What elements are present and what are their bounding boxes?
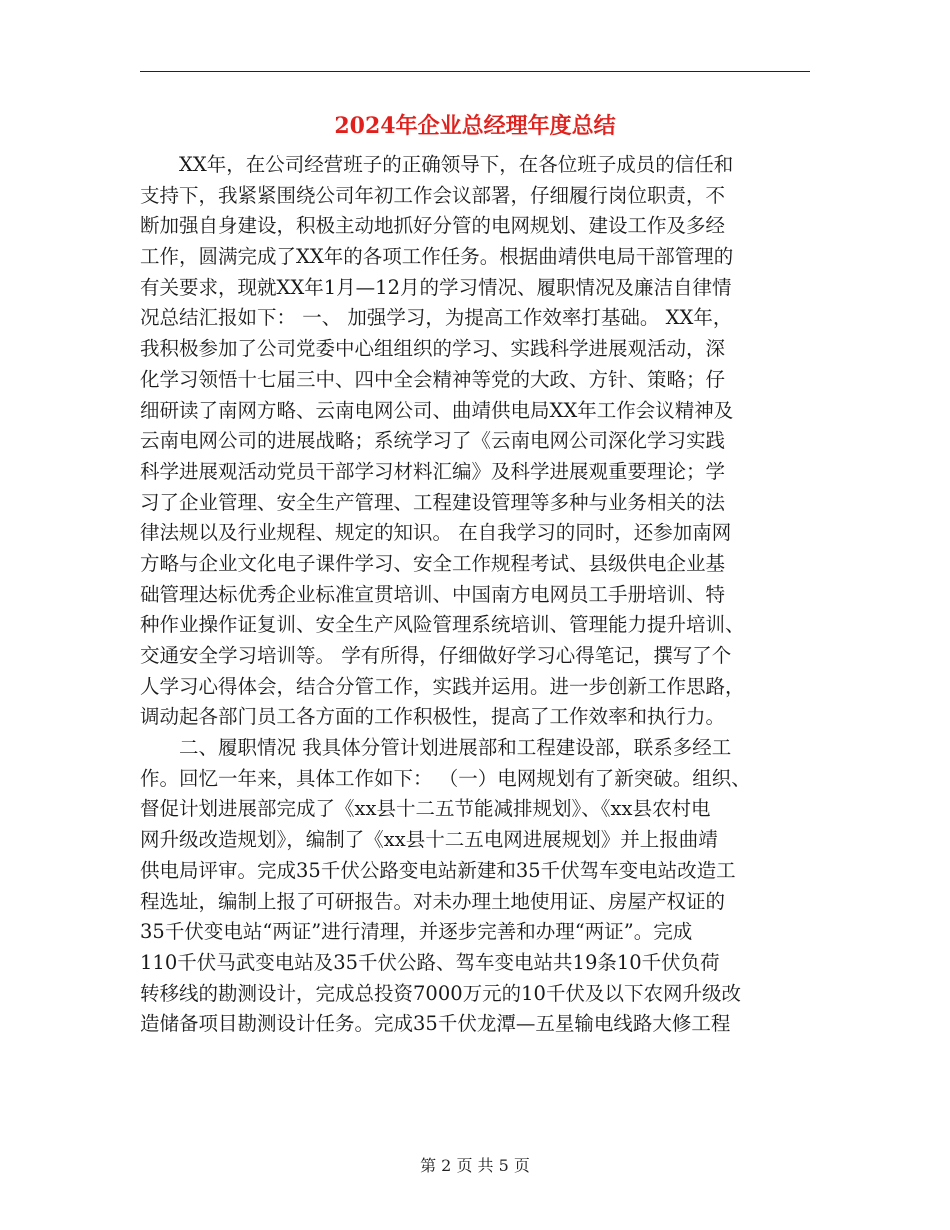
body-line: 作。回忆一年来，具体工作如下： （一）电网规划有了新突破。组织、 xyxy=(140,766,751,790)
body-line: 化学习领悟十七届三中、四中全会精神等党的大政、方针、策略；仔 xyxy=(140,367,726,391)
body-line: 科学进展观活动党员干部学习材料汇编》及科学进展观重要理论；学 xyxy=(140,459,726,483)
header-rule xyxy=(140,71,810,72)
body-line: 交通安全学习培训等。 学有所得，仔细做好学习心得笔记，撰写了个 xyxy=(140,644,732,667)
body-line: XX年，在公司经营班子的正确领导下，在各位班子成员的信任和 xyxy=(140,153,734,176)
body-line: 二、履职情况 我具体分管计划进展部和工程建设部，联系多经工 xyxy=(140,736,732,760)
body-line: 有关要求，现就XX年1月—12月的学习情况、履职情况及廉洁自律情 xyxy=(140,275,732,299)
body-line: 习了企业管理、安全生产管理、工程建设管理等多种与业务相关的法 xyxy=(140,490,726,514)
body-line: 督促计划进展部完成了《xx县十二五节能减排规划》、《xx县农村电 xyxy=(140,797,711,821)
body-line: 调动起各部门员工各方面的工作积极性，提高了工作效率和执行力。 xyxy=(140,705,726,729)
body-line: 工作，圆满完成了XX年的各项工作任务。根据曲靖供电局干部管理的 xyxy=(140,245,734,269)
body-line: 细研读了南网方略、云南电网公司、曲靖供电局XX年工作会议精神及 xyxy=(140,398,734,422)
body-line: 支持下，我紧紧围绕公司年初工作会议部署，仔细履行岗位职责，不 xyxy=(140,183,726,207)
body-line: 础管理达标优秀企业标准宣贯培训、中国南方电网员工手册培训、特 xyxy=(140,582,726,606)
body-line: 况总结汇报如下： 一、 加强学习，为提高工作效率打基础。 XX年， xyxy=(140,306,733,330)
body-line: 35千伏变电站“两证”进行清理，并逐步完善和办理“两证”。完成 xyxy=(140,920,693,944)
body-line: 云南电网公司的进展战略；系统学习了《云南电网公司深化学习实践 xyxy=(140,429,726,453)
body-line: 程选址，编制上报了可研报告。对未办理土地使用证、房屋产权证的 xyxy=(140,889,726,913)
body-line: 网升级改造规划》，编制了《xx县十二五电网进展规划》并上报曲靖 xyxy=(140,828,718,852)
document-body xyxy=(140,150,810,1040)
body-line: 律法规以及行业规程、规定的知识。 在自我学习的同时，还参加南网 xyxy=(140,521,732,545)
body-line: 供电局评审。完成35千伏公路变电站新建和35千伏驾车变电站改造工 xyxy=(140,858,736,882)
body-line: 我积极参加了公司党委中心组组织的学习、实践科学进展观活动，深 xyxy=(140,337,726,361)
body-line: 110千伏马武变电站及35千伏公路、驾车变电站共19条10千伏负荷 xyxy=(140,950,720,974)
body-line: 断加强自身建设，积极主动地抓好分管的电网规划、建设工作及多经 xyxy=(140,214,726,238)
body-line: 种作业操作证复训、安全生产风险管理系统培训、管理能力提升培训、 xyxy=(140,613,745,637)
body-line: 造储备项目勘测设计任务。完成35千伏龙潭—五星输电线路大修工程 xyxy=(140,1012,731,1036)
document-title: 2024年企业总经理年度总结 xyxy=(334,113,616,139)
page-number: 第 2 页 共 5 页 xyxy=(420,1156,530,1175)
body-line: 方略与企业文化电子课件学习、安全工作规程考试、县级供电企业基 xyxy=(140,551,726,575)
body-line: 人学习心得体会，结合分管工作，实践并运用。进一步创新工作思路， xyxy=(140,674,745,698)
body-line: 转移线的勘测设计，完成总投资7000万元的10千伏及以下农网升级改 xyxy=(140,981,741,1005)
